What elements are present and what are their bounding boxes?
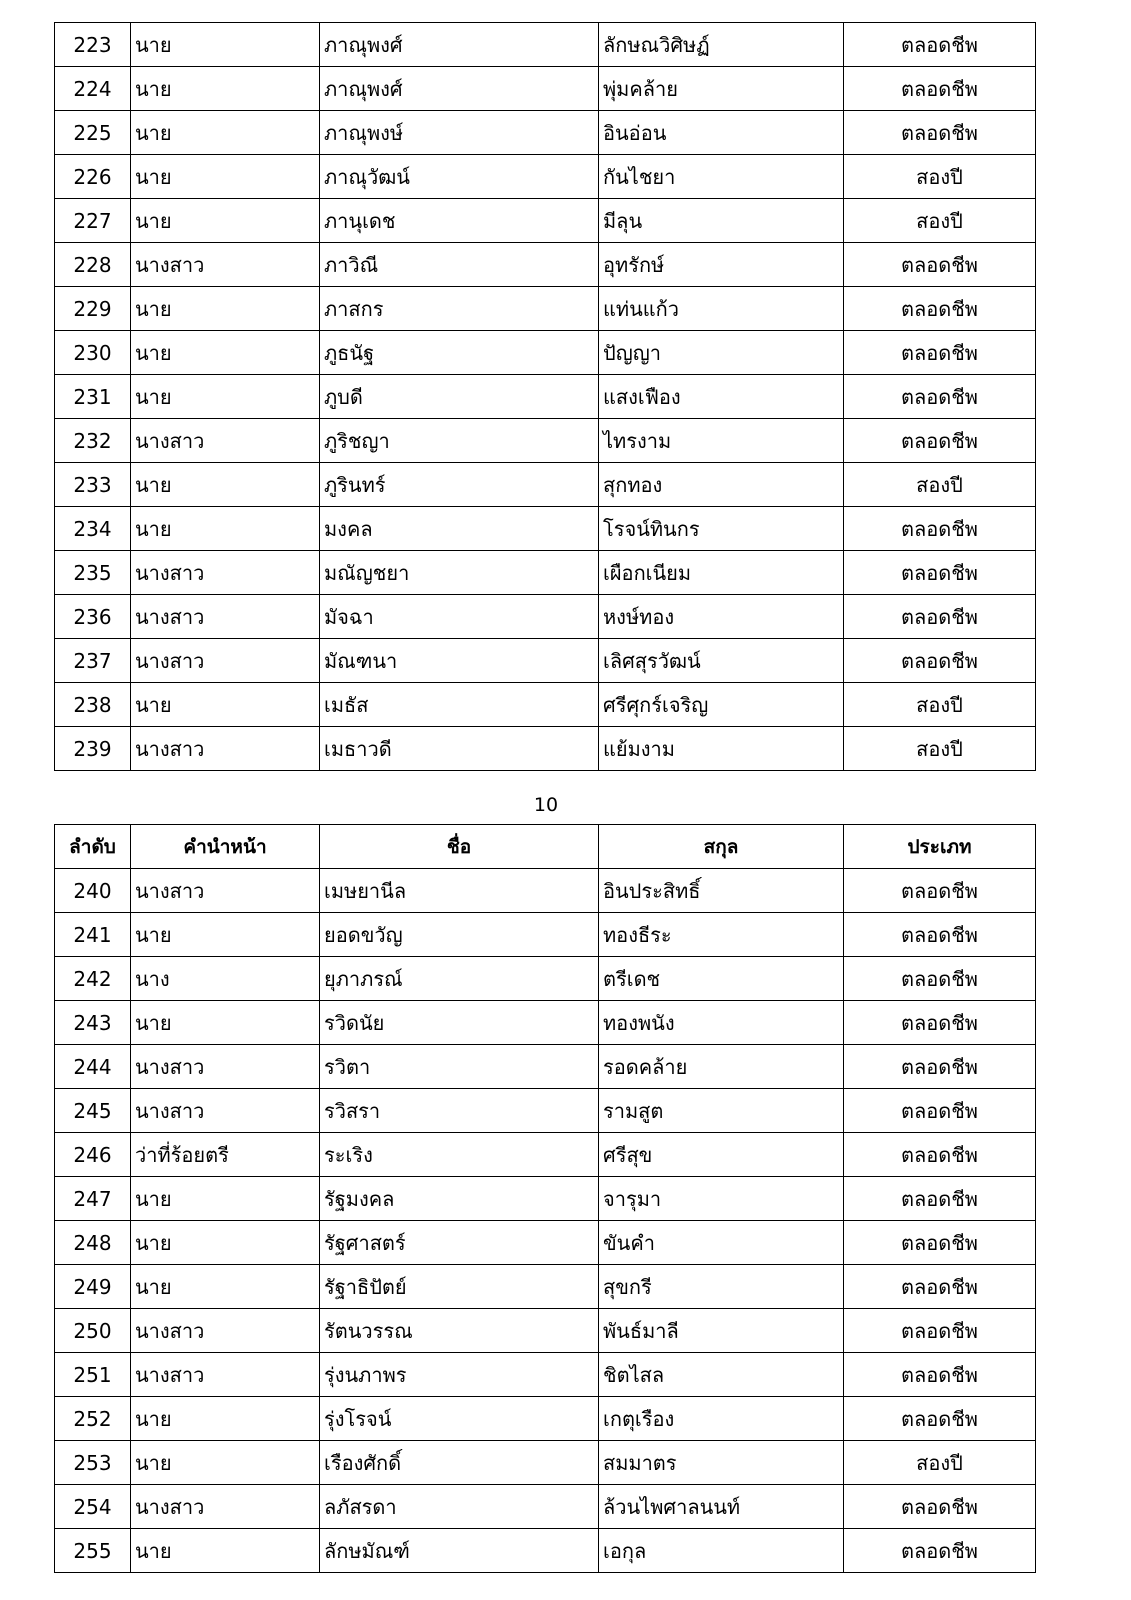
cell-surname: เกตุเรือง — [599, 1397, 844, 1441]
header-surname: สกุล — [599, 825, 844, 869]
page-number: 10 — [533, 794, 559, 816]
table-row — [55, 1309, 1036, 1353]
cell-type: สองปี — [844, 155, 1036, 199]
cell-prefix: นาย — [131, 683, 320, 727]
table-row — [55, 507, 1036, 551]
table-row — [55, 727, 1036, 771]
cell-prefix: นาง — [131, 957, 320, 1001]
cell-surname: แย้มงาม — [599, 727, 844, 771]
cell-prefix: นางสาว — [131, 639, 320, 683]
cell-type: ตลอดชีพ — [844, 331, 1036, 375]
cell-no: 241 — [55, 913, 131, 957]
cell-prefix: นางสาว — [131, 1353, 320, 1397]
cell-name: เมธาวดี — [320, 727, 599, 771]
cell-type: ตลอดชีพ — [844, 1529, 1036, 1573]
header-type: ประเภท — [844, 825, 1036, 869]
cell-type: ตลอดชีพ — [844, 507, 1036, 551]
cell-name: มณัญชยา — [320, 551, 599, 595]
cell-prefix: นาย — [131, 913, 320, 957]
cell-name: รวิดนัย — [320, 1001, 599, 1045]
table-header-row — [55, 825, 1036, 869]
cell-name: ระเริง — [320, 1133, 599, 1177]
cell-prefix: นางสาว — [131, 869, 320, 913]
table-row — [55, 913, 1036, 957]
cell-surname: อุทรักษ์ — [599, 243, 844, 287]
cell-surname: ไทรงาม — [599, 419, 844, 463]
cell-name: มงคล — [320, 507, 599, 551]
cell-type: ตลอดชีพ — [844, 639, 1036, 683]
cell-no: 252 — [55, 1397, 131, 1441]
cell-surname: มีลุน — [599, 199, 844, 243]
cell-surname: สมมาตร — [599, 1441, 844, 1485]
cell-no: 225 — [55, 111, 131, 155]
members-table-top-body — [55, 23, 1036, 771]
cell-name: ลภัสรดา — [320, 1485, 599, 1529]
cell-no: 235 — [55, 551, 131, 595]
cell-type: ตลอดชีพ — [844, 1177, 1036, 1221]
cell-type: ตลอดชีพ — [844, 957, 1036, 1001]
cell-prefix: นาย — [131, 67, 320, 111]
cell-type: สองปี — [844, 727, 1036, 771]
cell-prefix: นาย — [131, 1001, 320, 1045]
cell-name: รวิตา — [320, 1045, 599, 1089]
cell-no: 229 — [55, 287, 131, 331]
cell-type: ตลอดชีพ — [844, 1353, 1036, 1397]
cell-name: รัฐศาสตร์ — [320, 1221, 599, 1265]
cell-no: 255 — [55, 1529, 131, 1573]
cell-name: ภาณุวัฒน์ — [320, 155, 599, 199]
table-row — [55, 869, 1036, 913]
cell-no: 248 — [55, 1221, 131, 1265]
cell-surname: แสงเฟือง — [599, 375, 844, 419]
cell-no: 238 — [55, 683, 131, 727]
header-prefix: คำนำหน้า — [131, 825, 320, 869]
table-row — [55, 111, 1036, 155]
cell-name: เรืองศักดิ์ — [320, 1441, 599, 1485]
table-row — [55, 331, 1036, 375]
table-row — [55, 639, 1036, 683]
cell-name: เมษยานีล — [320, 869, 599, 913]
cell-surname: สุกทอง — [599, 463, 844, 507]
cell-name: ภูรินทร์ — [320, 463, 599, 507]
cell-name: ภูบดี — [320, 375, 599, 419]
cell-name: ภูธนัฐ — [320, 331, 599, 375]
cell-name: รวิสรา — [320, 1089, 599, 1133]
cell-surname: กันไชยา — [599, 155, 844, 199]
cell-type: ตลอดชีพ — [844, 913, 1036, 957]
header-name: ชื่อ — [320, 825, 599, 869]
cell-type: ตลอดชีพ — [844, 419, 1036, 463]
cell-surname: ศรีสุข — [599, 1133, 844, 1177]
cell-type: ตลอดชีพ — [844, 1001, 1036, 1045]
table-row — [55, 1529, 1036, 1573]
cell-surname: ทองธีระ — [599, 913, 844, 957]
cell-type: ตลอดชีพ — [844, 1397, 1036, 1441]
members-table-bottom-body — [55, 869, 1036, 1573]
table-row — [55, 1265, 1036, 1309]
cell-name: มัณฑนา — [320, 639, 599, 683]
table-row — [55, 1177, 1036, 1221]
cell-type: สองปี — [844, 683, 1036, 727]
cell-type: ตลอดชีพ — [844, 111, 1036, 155]
cell-no: 231 — [55, 375, 131, 419]
cell-name: รุ่งโรจน์ — [320, 1397, 599, 1441]
cell-type: ตลอดชีพ — [844, 243, 1036, 287]
cell-name: เมธัส — [320, 683, 599, 727]
cell-prefix: นางสาว — [131, 551, 320, 595]
cell-surname: แท่นแก้ว — [599, 287, 844, 331]
cell-no: 224 — [55, 67, 131, 111]
header-no: ลำดับ — [55, 825, 131, 869]
cell-prefix: นาย — [131, 1529, 320, 1573]
cell-prefix: นาย — [131, 1177, 320, 1221]
cell-surname: ศรีศุกร์เจริญ — [599, 683, 844, 727]
cell-no: 232 — [55, 419, 131, 463]
cell-surname: เลิศสุรวัฒน์ — [599, 639, 844, 683]
cell-no: 234 — [55, 507, 131, 551]
cell-type: ตลอดชีพ — [844, 287, 1036, 331]
cell-surname: ทองพนัง — [599, 1001, 844, 1045]
cell-surname: ล้วนไพศาลนนท์ — [599, 1485, 844, 1529]
cell-surname: โรจน์ทินกร — [599, 507, 844, 551]
table-row — [55, 155, 1036, 199]
cell-type: สองปี — [844, 463, 1036, 507]
cell-surname: อินประสิทธิ์ — [599, 869, 844, 913]
table-row — [55, 67, 1036, 111]
cell-no: 230 — [55, 331, 131, 375]
cell-prefix: นาย — [131, 331, 320, 375]
cell-surname: ชิตไสล — [599, 1353, 844, 1397]
cell-type: ตลอดชีพ — [844, 1485, 1036, 1529]
cell-name: ลักษมัณฑ์ — [320, 1529, 599, 1573]
cell-name: ภาณุพงศ์ — [320, 23, 599, 67]
members-table-top — [54, 22, 1036, 771]
table-row — [55, 1485, 1036, 1529]
cell-prefix: นาย — [131, 507, 320, 551]
cell-surname: พันธ์มาลี — [599, 1309, 844, 1353]
cell-type: ตลอดชีพ — [844, 375, 1036, 419]
table-row — [55, 419, 1036, 463]
cell-prefix: นาย — [131, 199, 320, 243]
cell-name: มัจฉา — [320, 595, 599, 639]
cell-prefix: นาย — [131, 1265, 320, 1309]
cell-no: 240 — [55, 869, 131, 913]
cell-prefix: นางสาว — [131, 595, 320, 639]
cell-name: ภาสกร — [320, 287, 599, 331]
cell-surname: รามสูต — [599, 1089, 844, 1133]
table-row — [55, 683, 1036, 727]
cell-surname: ขันคำ — [599, 1221, 844, 1265]
cell-type: ตลอดชีพ — [844, 551, 1036, 595]
cell-name: ภูริชญา — [320, 419, 599, 463]
cell-surname: ตรีเดช — [599, 957, 844, 1001]
cell-type: ตลอดชีพ — [844, 1221, 1036, 1265]
cell-type: ตลอดชีพ — [844, 23, 1036, 67]
cell-type: ตลอดชีพ — [844, 1265, 1036, 1309]
cell-prefix: นาย — [131, 287, 320, 331]
cell-prefix: นาย — [131, 111, 320, 155]
cell-prefix: นาย — [131, 375, 320, 419]
cell-prefix: นาย — [131, 1221, 320, 1265]
cell-name: ภาณุพงศ์ — [320, 67, 599, 111]
cell-surname: พุ่มคล้าย — [599, 67, 844, 111]
cell-prefix: นาย — [131, 155, 320, 199]
cell-prefix: นางสาว — [131, 1309, 320, 1353]
cell-type: ตลอดชีพ — [844, 67, 1036, 111]
cell-name: รุ่งนภาพร — [320, 1353, 599, 1397]
cell-prefix: นางสาว — [131, 1485, 320, 1529]
cell-type: ตลอดชีพ — [844, 595, 1036, 639]
cell-no: 254 — [55, 1485, 131, 1529]
cell-no: 249 — [55, 1265, 131, 1309]
cell-prefix: นาย — [131, 463, 320, 507]
cell-no: 223 — [55, 23, 131, 67]
cell-no: 250 — [55, 1309, 131, 1353]
cell-name: รัตนวรรณ — [320, 1309, 599, 1353]
table-row — [55, 1089, 1036, 1133]
table-row — [55, 375, 1036, 419]
cell-prefix: นาย — [131, 1441, 320, 1485]
table-row — [55, 199, 1036, 243]
table-row — [55, 243, 1036, 287]
cell-surname: รอดคล้าย — [599, 1045, 844, 1089]
cell-prefix: นาย — [131, 23, 320, 67]
table-row — [55, 1001, 1036, 1045]
cell-prefix: นางสาว — [131, 243, 320, 287]
cell-name: ยุภาภรณ์ — [320, 957, 599, 1001]
cell-no: 245 — [55, 1089, 131, 1133]
cell-surname: จารุมา — [599, 1177, 844, 1221]
cell-prefix: นาย — [131, 1397, 320, 1441]
cell-name: รัฐมงคล — [320, 1177, 599, 1221]
cell-no: 233 — [55, 463, 131, 507]
cell-type: ตลอดชีพ — [844, 1089, 1036, 1133]
cell-type: ตลอดชีพ — [844, 869, 1036, 913]
table-row — [55, 1441, 1036, 1485]
cell-prefix: นางสาว — [131, 1089, 320, 1133]
table-row — [55, 1045, 1036, 1089]
cell-surname: เอกุล — [599, 1529, 844, 1573]
cell-surname: สุขกรี — [599, 1265, 844, 1309]
cell-prefix: ว่าที่ร้อยตรี — [131, 1133, 320, 1177]
cell-type: สองปี — [844, 1441, 1036, 1485]
cell-surname: อินอ่อน — [599, 111, 844, 155]
cell-type: ตลอดชีพ — [844, 1133, 1036, 1177]
table-row — [55, 1353, 1036, 1397]
cell-no: 247 — [55, 1177, 131, 1221]
cell-name: ยอดขวัญ — [320, 913, 599, 957]
cell-no: 228 — [55, 243, 131, 287]
cell-no: 251 — [55, 1353, 131, 1397]
cell-no: 244 — [55, 1045, 131, 1089]
cell-no: 236 — [55, 595, 131, 639]
table-row — [55, 957, 1036, 1001]
cell-no: 226 — [55, 155, 131, 199]
cell-prefix: นางสาว — [131, 727, 320, 771]
cell-no: 253 — [55, 1441, 131, 1485]
cell-no: 246 — [55, 1133, 131, 1177]
cell-surname: ปัญญา — [599, 331, 844, 375]
cell-name: ภาวิณี — [320, 243, 599, 287]
cell-name: ภาณุพงษ์ — [320, 111, 599, 155]
cell-type: สองปี — [844, 199, 1036, 243]
cell-surname: เผือกเนียม — [599, 551, 844, 595]
cell-prefix: นางสาว — [131, 419, 320, 463]
table-row — [55, 1133, 1036, 1177]
cell-prefix: นางสาว — [131, 1045, 320, 1089]
table-row — [55, 1221, 1036, 1265]
table-row — [55, 287, 1036, 331]
table-row — [55, 551, 1036, 595]
cell-surname: หงษ์ทอง — [599, 595, 844, 639]
table-row — [55, 463, 1036, 507]
members-table-bottom — [54, 824, 1036, 1573]
cell-no: 242 — [55, 957, 131, 1001]
cell-type: ตลอดชีพ — [844, 1309, 1036, 1353]
table-row — [55, 23, 1036, 67]
table-row — [55, 595, 1036, 639]
cell-surname: ลักษณวิศิษฏ์ — [599, 23, 844, 67]
cell-name: ภานุเดช — [320, 199, 599, 243]
cell-no: 239 — [55, 727, 131, 771]
cell-no: 227 — [55, 199, 131, 243]
cell-type: ตลอดชีพ — [844, 1045, 1036, 1089]
cell-name: รัฐาธิปัตย์ — [320, 1265, 599, 1309]
table-row — [55, 1397, 1036, 1441]
cell-no: 237 — [55, 639, 131, 683]
cell-no: 243 — [55, 1001, 131, 1045]
